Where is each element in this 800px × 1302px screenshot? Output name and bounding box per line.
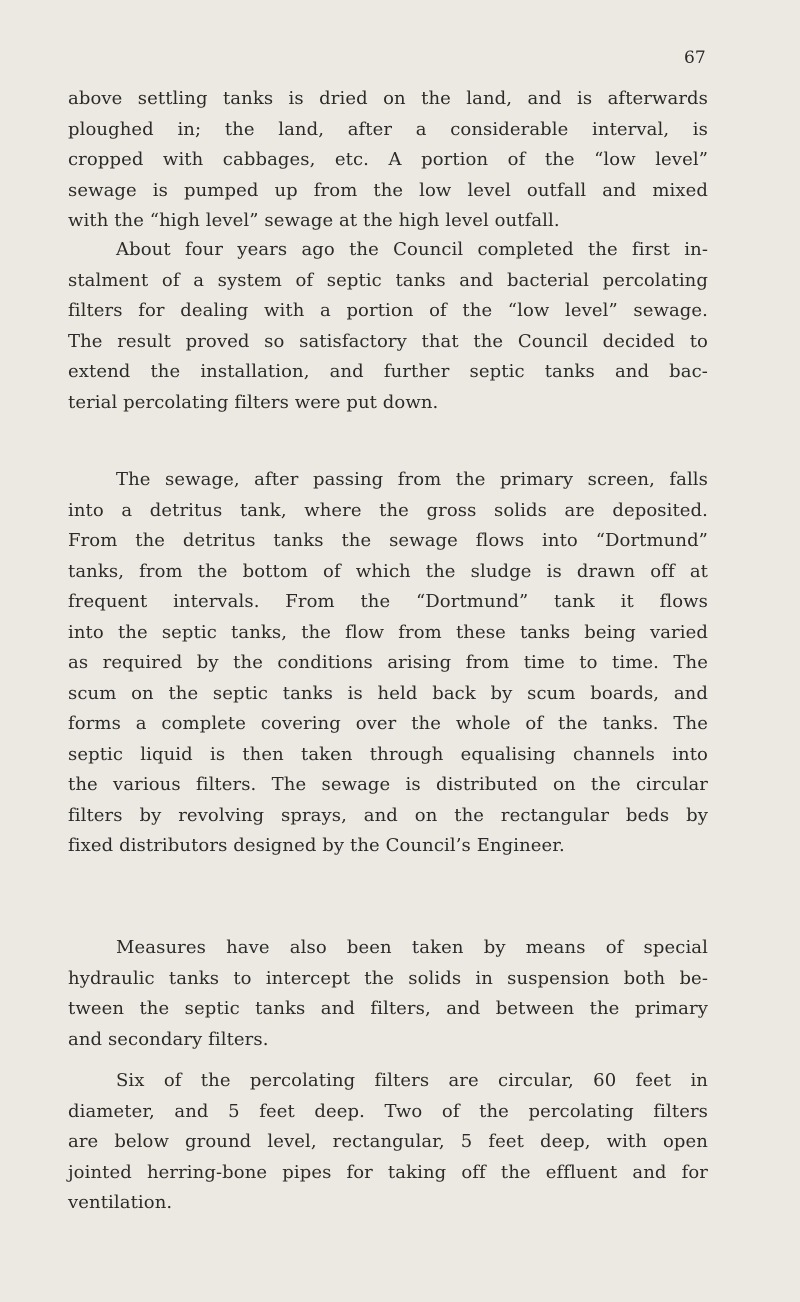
text-line: diameter, and 5 feet deep. Two of the percolating filters	[68, 1100, 708, 1122]
text-line: From the detritus tanks the sewage flows into “Dortmund”	[68, 530, 708, 551]
text-line: stalment of a system of septic tanks and bacterial percolating	[68, 269, 708, 291]
text-line: frequent intervals. From the “Dortmund” tank it flows	[68, 591, 708, 612]
text-line: The sewage, after passing from the primary screen, falls	[116, 469, 708, 490]
text-line: septic liquid is then taken through equalising channels into	[68, 743, 708, 765]
text-line: tween the septic tanks and filters, and between the primary	[68, 998, 708, 1019]
paragraph-sewage-process	[68, 465, 708, 862]
paragraph-land-treatment	[68, 84, 708, 237]
text-line: tanks, from the bottom of which the sludge is drawn off at	[68, 560, 708, 582]
text-line: Six of the percolating filters are circular, 60 feet in	[116, 1070, 708, 1091]
text-line: ventilation.	[68, 1192, 173, 1213]
text-line: terial percolating filters were put down.	[68, 391, 439, 413]
text-line: and secondary filters.	[68, 1028, 269, 1050]
text-line: with the “high level” sewage at the high level outfall.	[68, 210, 560, 231]
text-line: hydraulic tanks to intercept the solids in suspension both be-	[68, 967, 708, 989]
text-line: ploughed in; the land, after a considerable interval, is	[68, 118, 708, 140]
text-line: forms a complete covering over the whole of the tanks. The	[68, 713, 708, 734]
text-line: scum on the septic tanks is held back by scum boards, and	[68, 682, 708, 704]
text-line: jointed herring-bone pipes for taking off the effluent and for	[68, 1161, 708, 1183]
paragraph-percolating-filters	[68, 1066, 708, 1219]
text-line: Measures have also been taken by means of special	[116, 937, 708, 958]
text-line: filters by revolving sprays, and on the rectangular beds by	[68, 804, 708, 826]
paragraph-hydraulic-measures	[68, 933, 708, 1055]
text-line: into a detritus tank, where the gross solids are deposited.	[68, 499, 708, 521]
text-line: sewage is pumped up from the low level outfall and mixed	[68, 179, 708, 201]
page-number: 67	[684, 48, 706, 68]
text-line: as required by the conditions arising from time to time. The	[68, 652, 708, 673]
text-line: the various filters. The sewage is distributed on the circular	[68, 774, 708, 795]
paragraph-septic-installation	[68, 235, 708, 418]
text-line: The result proved so satisfactory that the Council decided to	[68, 330, 708, 352]
text-line: About four years ago the Council completed the first in-	[116, 239, 708, 260]
text-line: are below ground level, rectangular, 5 feet deep, with open	[68, 1131, 708, 1152]
text-line: extend the installation, and further septic tanks and bac-	[68, 361, 708, 382]
text-line: filters for dealing with a portion of the “low level” sewage.	[68, 300, 708, 321]
text-line: fixed distributors designed by the Council’s Engineer.	[68, 835, 565, 856]
text-line: into the septic tanks, the flow from these tanks being varied	[68, 621, 708, 643]
text-line: cropped with cabbages, etc. A portion of the “low level”	[68, 149, 708, 170]
text-line: above settling tanks is dried on the land, and is afterwards	[68, 88, 708, 109]
